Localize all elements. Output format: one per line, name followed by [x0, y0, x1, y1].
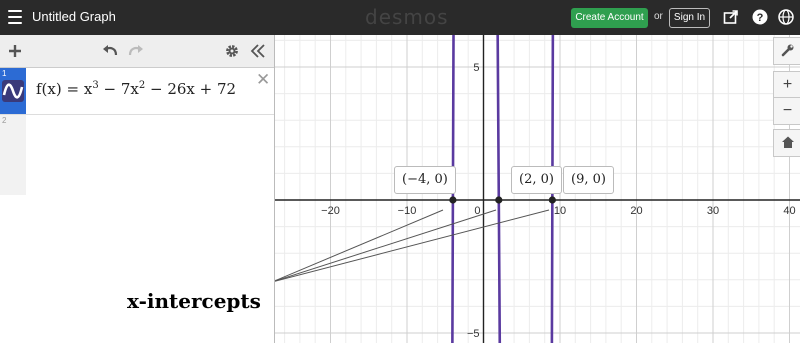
delete-expression-icon[interactable]: ✕: [256, 70, 271, 89]
point-label-neg4[interactable]: (−4, 0): [394, 166, 456, 194]
settings-icon[interactable]: [225, 44, 239, 58]
x-intercepts-annotation: x-intercepts: [127, 289, 261, 313]
y-tick-label: 5: [473, 62, 480, 74]
x-tick-label: 40: [783, 205, 796, 217]
expression-math[interactable]: $f(x) = x^3 - 7x^2 - 26x + 72$: [36, 80, 237, 98]
graph-settings-button[interactable]: [773, 37, 800, 65]
expression-row-1[interactable]: [0, 68, 274, 115]
svg-text:?: ?: [756, 12, 764, 24]
intercept-point: [449, 196, 456, 203]
x-tick-label: 20: [630, 205, 643, 217]
x-tick-label: −20: [321, 205, 340, 217]
collapse-icon[interactable]: [250, 44, 266, 58]
x-tick-label: 30: [706, 205, 720, 217]
menu-icon[interactable]: [8, 10, 22, 24]
point-label-2[interactable]: (2, 0): [511, 166, 562, 194]
x-tick-label: −10: [397, 205, 417, 217]
x-tick-label: 0: [474, 205, 481, 217]
expression-index: 1: [2, 69, 7, 78]
redo-icon[interactable]: [127, 43, 145, 57]
x-tick-label: 10: [553, 205, 567, 217]
globe-icon[interactable]: [778, 9, 794, 25]
annotation-leader-line: [275, 210, 549, 282]
graph-title[interactable]: Untitled Graph: [32, 9, 116, 24]
top-bar: [0, 0, 800, 35]
home-icon: [781, 135, 795, 149]
home-button[interactable]: [773, 129, 800, 157]
curve-color-icon[interactable]: [2, 80, 24, 102]
share-icon[interactable]: [723, 9, 739, 25]
point-label-9[interactable]: (9, 0): [563, 166, 614, 194]
zoom-in-button[interactable]: +: [773, 71, 800, 99]
y-tick-label: −5: [466, 328, 480, 340]
expression-index: 2: [2, 116, 7, 125]
undo-icon[interactable]: [101, 43, 119, 57]
add-icon[interactable]: [8, 44, 22, 58]
panel-toolbar: [0, 35, 274, 68]
expression-gutter: [0, 68, 26, 114]
help-icon[interactable]: [752, 9, 768, 25]
zoom-out-button[interactable]: −: [773, 97, 800, 125]
intercept-point: [495, 196, 502, 203]
wrench-icon: [781, 43, 795, 57]
expression-row-2-gutter[interactable]: [0, 115, 26, 195]
annotation-leader-line: [275, 210, 496, 282]
intercept-point: [549, 196, 556, 203]
or-text: or: [654, 11, 663, 22]
desmos-logo: desmos: [365, 5, 449, 29]
create-account-button[interactable]: Create Account: [571, 8, 648, 28]
sign-in-button[interactable]: Sign In: [669, 8, 710, 28]
